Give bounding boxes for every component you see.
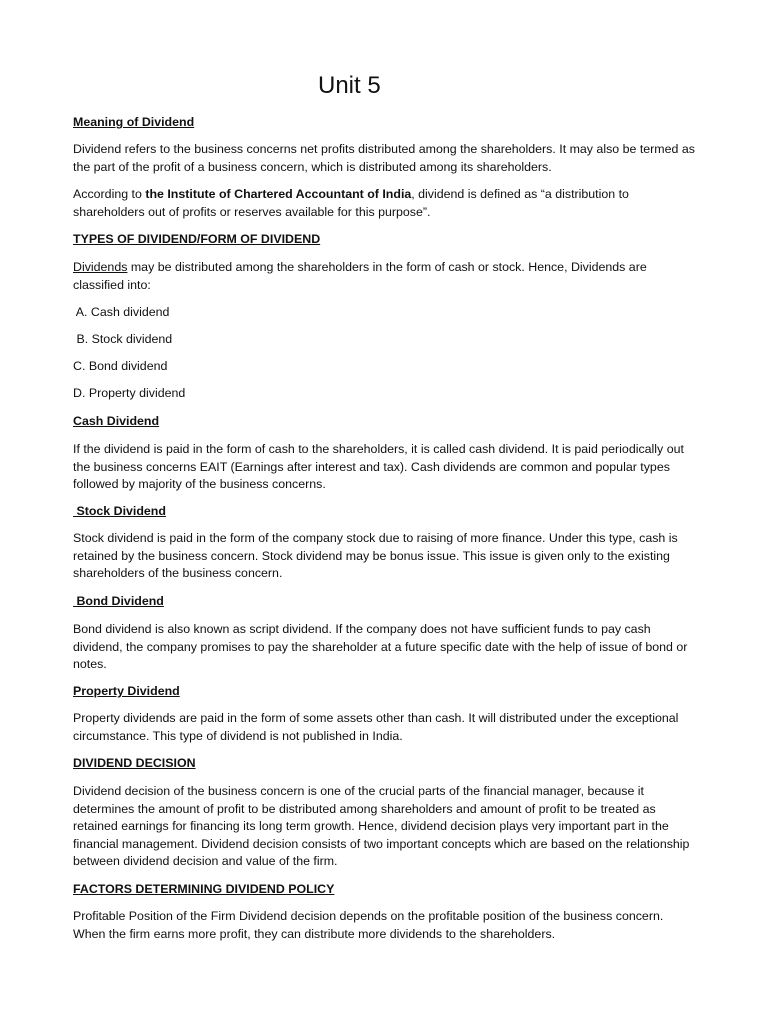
paragraph-profitable-position: Profitable Position of the Firm Dividend decision depends on the profitable position of the business concern. When the firm earns more profit, they can distribute more dividends to the shareholders. [73,909,664,941]
heading-cash-dividend: Cash Dividend [73,414,160,428]
dividends-link[interactable]: Dividends [73,260,128,274]
paragraph-icai-definition [73,186,695,221]
heading-factors-dividend-policy: FACTORS DETERMINING DIVIDEND POLICY [73,882,335,896]
heading-dividend-decision: DIVIDEND DECISION [73,756,196,770]
types-intro-text: may be distributed among the shareholders in the form of cash or stock. Hence, Dividends are classified into: [73,260,647,292]
list-item-bond-dividend: C. Bond dividend [73,359,168,373]
heading-meaning-of-dividend: Meaning of Dividend [73,115,195,129]
heading-bond-dividend: Bond Dividend [73,594,164,608]
paragraph-property-dividend: Property dividends are paid in the form of some assets other than cash. It will distributed under the exceptional circumstance. This type of dividend is not published in India. [73,711,679,743]
paragraph-stock-dividend: Stock dividend is paid in the form of the company stock due to raising of more finance. Under this type, cash is retained by the business concern. Stock dividend may be bonus issue. This issue is given only to the existing shareholders of the business concern. [73,531,678,581]
icai-bold-text: the Institute of Chartered Accountant of India [145,187,412,201]
document-title: Unit 5 [318,72,381,99]
paragraph-types-intro [73,259,695,294]
heading-stock-dividend: Stock Dividend [73,504,166,518]
icai-pre-text: According to [73,187,146,201]
list-item-cash-dividend: A. Cash dividend [73,305,170,319]
icai-post-text: , dividend is defined as “a distribution to shareholders out of profits or reserves available for this purpose”. [73,187,629,219]
heading-property-dividend: Property Dividend [73,684,180,698]
list-item-stock-dividend: B. Stock dividend [73,332,173,346]
paragraph-dividend-definition: Dividend refers to the business concerns net profits distributed among the shareholders. It may also be termed as the part of the profit of a business concern, which is distributed among its shareholders. [73,142,695,174]
paragraph-dividend-decision: Dividend decision of the business concern is one of the crucial parts of the financial manager, because it determines the amount of profit to be distributed among shareholders and amount of profit to be treated as retained earnings for financing its long term growth. Hence, dividend decision plays very important part in the financial management. Dividend decision consists of two important concepts which are based on the relationship between dividend decision and value of the firm. [73,784,690,869]
list-item-property-dividend: D. Property dividend [73,386,186,400]
paragraph-cash-dividend: If the dividend is paid in the form of cash to the shareholders, it is called cash dividend. It is paid periodically out the business concerns EAIT (Earnings after interest and tax). Cash dividends are common and popular types followed by majority of the business concerns. [73,442,684,492]
heading-types-of-dividend: TYPES OF DIVIDEND/FORM OF DIVIDEND [73,232,321,246]
paragraph-bond-dividend: Bond dividend is also known as script dividend. If the company does not have sufficient funds to pay cash dividend, the company promises to pay the shareholder at a future specific date with the help of issue of bond or notes. [73,622,688,672]
